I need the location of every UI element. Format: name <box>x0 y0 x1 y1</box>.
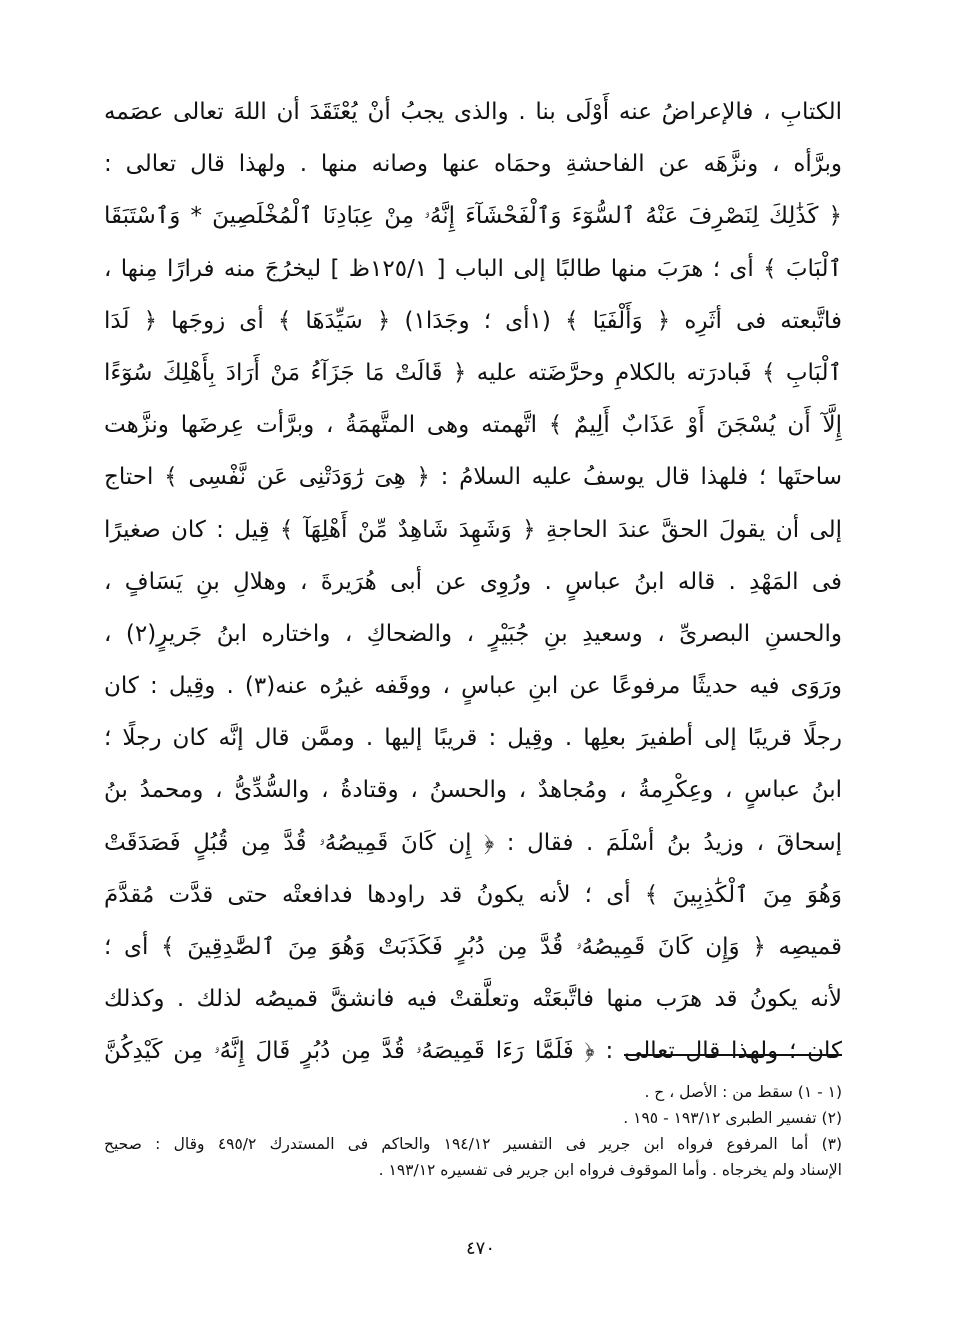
main-text-block <box>104 86 842 1078</box>
text-line: وبرَّأه ، ونزَّهَه عن الفاحشةِ وحمَاه عنها وصانه منها . ولهذا قال تعالى : <box>104 151 842 178</box>
text-line: قميصِه ﴿ وَإِن كَانَ قَمِيصُهُۥ قُدَّ مِن دُبُرٍ فَكَذَبَتْ وَهُوَ مِنَ ٱلصَّٰدِقِينَ ﴾ أى ؛ <box>104 934 842 960</box>
text-line: وَهُوَ مِنَ ٱلْكَٰذِبِينَ ﴾ أى ؛ لأنه يكونُ قد راودها فدافعتْه حتى قدَّت مُقدَّمَ <box>104 881 842 908</box>
text-line: إسحاقَ ، وزيدُ بنُ أسْلَمَ . فقال : ﴿ إِن كَانَ قَمِيصُهُۥ قُدَّ مِن قُبُلٍ فَصَدَقَتْ <box>104 829 842 856</box>
text-line: ٱلْبَابِ ﴾ فَبادرَته بالكلامِ وحرَّضَته عليه ﴿ قَالَتْ مَا جَزَآءُ مَنْ أَرَادَ بِأَهْلِكَ سُوٓءًا <box>104 359 842 386</box>
footnote-2: (٢) تفسير الطبرى ١٩٣/١٢ - ١٩٥ . <box>623 1109 842 1127</box>
page-number: ٤٧٠ <box>465 1238 495 1259</box>
text-line: ساحتَها ؛ فلهذا قال يوسفُ عليه السلامُ : ﴿ هِىَ رَٰوَدَتْنِى عَن نَّفْسِى ﴾ احتاج <box>104 464 842 491</box>
text-line: ٱلْبَابَ ﴾ أى ؛ هرَبَ منها طالبًا إلى الباب [ ١٢٥/١ظ ] ليخرُجَ منه فرارًا مِنها ، <box>104 255 842 282</box>
text-line: الكتابِ ، فالإعراضُ عنه أَوْلَى بنا . والذى يجبُ أنْ يُعْتَقَدَ أن اللهَ تعالى عصَمه <box>104 99 842 125</box>
text-line: إلى أن يقولَ الحقَّ عندَ الحاجةِ ﴿ وَشَهِدَ شَاهِدٌ مِّنْ أَهْلِهَآ ﴾ قِيل : كان صغيرًا <box>104 516 842 543</box>
footnote-3: (٣) أما المرفوع فرواه ابن جرير فى التفسير ١٩٤/١٢ والحاكم فى المستدرك ٤٩٥/٢ وقال : صحيح <box>104 1135 842 1153</box>
footnotes-block <box>104 1079 842 1183</box>
text-line: ورَوَى فيه حديثًا مرفوعًا عن ابنِ عباسٍ ، ووقَفه غيرُه عنه(٣) . وقِيل : كان <box>104 673 842 700</box>
text-line: ابنُ عباسٍ ، وعِكْرِمةُ ، ومُجاهدٌ ، والحسنُ ، وقتادةُ ، والسُّدِّىُّ ، ومحمدُ بنُ <box>104 777 842 804</box>
text-line: رجلًا قريبًا إلى أطفيرَ بعلِها . وقِيل : قريبًا إليها . وممَّن قال إنَّه كان رجلًا ؛ <box>104 725 842 752</box>
text-line: ﴿ كَذَٰلِكَ لِنَصْرِفَ عَنْهُ ٱلسُّوٓءَ وَٱلْفَحْشَآءَ إِنَّهُۥ مِنْ عِبَادِنَا ٱلْمُخْلَصِينَ * وَٱسْتَبَقَا <box>104 203 842 230</box>
footnote-separator <box>624 1054 842 1056</box>
text-line: فى المَهْدِ . قاله ابنُ عباسٍ . ورُوِى عن أبى هُرَيرةَ ، وهلالِ بنِ يَسَافٍ ، <box>104 568 842 595</box>
text-line: والحسنِ البصرىِّ ، وسعيدِ بنِ جُبَيْرٍ ، والضحاكِ ، واختاره ابنُ جَريرٍ(٢) ، <box>104 620 842 647</box>
footnote-1: (١ - ١) سقط من : الأصل ، ح . <box>644 1083 842 1101</box>
footnote-3-continued: الإسناد ولم يخرجاه . وأما الموقوف فرواه ابن جرير فى تفسيره ١٩٣/١٢ . <box>378 1161 842 1179</box>
text-line: فاتَّبعته فى أثَرِه ﴿ وَأَلْفَيَا ﴾ (١أى ؛ وجَدَا١) ﴿ سَيِّدَهَا ﴾ أى زوجَها ﴿ لَدَا <box>104 307 842 334</box>
text-line: كان ؛ ولهذا قال تعالى : ﴿ فَلَمَّا رَءَا قَمِيصَهُۥ قُدَّ مِن دُبُرٍ قَالَ إِنَّهُۥ مِن كَيْدِكُنَّ <box>104 1038 842 1065</box>
text-line: إِلَّآ أَن يُسْجَنَ أَوْ عَذَابٌ أَلِيمٌ ﴾ اتَّهمته وهى المتَّهمَةُ ، وبرَّأت عِرضَها ونزَّهت <box>104 412 842 439</box>
text-line: لأنه يكونُ قد هرَب منها فاتَّبعَتْه وتعلَّقتْ فيه فانشقَّ قميصُه لذلك . وكذلك <box>104 986 842 1013</box>
